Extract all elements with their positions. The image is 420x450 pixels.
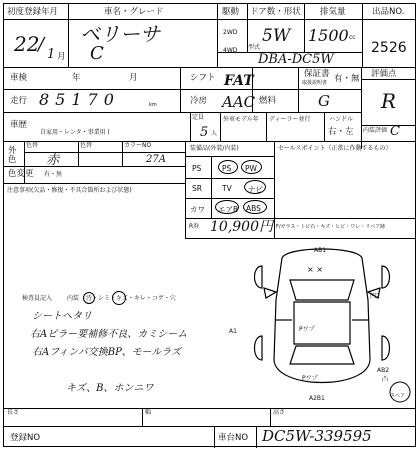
selling-points-label: セールスポイント（正常に作動するもの）	[278, 145, 392, 152]
history-label: 車歴	[10, 120, 28, 130]
interior-tag-label: 内装	[67, 295, 80, 302]
lot-number: 2526	[371, 40, 407, 56]
color-change-sub: 色替	[26, 142, 39, 149]
diagram-rear-label: Pワプ	[302, 375, 318, 382]
dealer-label: ディーラー並行	[269, 116, 311, 123]
length-label: 長さ	[7, 409, 20, 416]
divider	[256, 426, 257, 448]
divider	[185, 238, 415, 239]
displacement-unit: cc	[349, 34, 356, 41]
width-label: 幅	[145, 409, 152, 416]
divider	[274, 141, 275, 238]
chassis-number-label: 車台NO	[218, 433, 249, 443]
usage-options: 自家用・レンタ・事業用 (	[40, 129, 110, 136]
equipment-ps-circle	[218, 160, 238, 174]
exterior-color-label: 外色	[8, 146, 17, 166]
equipment-row-label: SR	[192, 184, 202, 193]
divider	[78, 141, 79, 166]
import-year-label: 外車モデル年	[223, 116, 259, 123]
displacement-value: 1500	[308, 26, 349, 45]
stain-circle	[112, 291, 126, 305]
divider	[180, 89, 361, 90]
mileage-unit: km	[149, 102, 157, 108]
divider	[4, 112, 361, 113]
capacity-unit: 人	[211, 130, 218, 137]
drive-4wd: 4WD	[223, 47, 238, 54]
equipment-navi: ナビ	[248, 185, 263, 194]
color-change-label: 色変更	[8, 169, 34, 179]
doors-value: 5W	[262, 26, 291, 46]
spare-label: スペア	[390, 393, 406, 399]
handle-value: 右・左	[328, 127, 354, 137]
equipment-navi-circle	[244, 180, 266, 194]
capacity-value: 5	[200, 125, 209, 140]
shift-label: シフト	[190, 73, 216, 83]
note-line-2: 右Aピラー要補修不良、カミシーム	[30, 329, 188, 340]
ac-value: AAC	[222, 93, 256, 111]
drive-label: 駆動	[222, 7, 240, 17]
equipment-label: 装備品(外装/内装)	[190, 145, 239, 152]
divider	[266, 112, 267, 141]
divider	[185, 198, 274, 199]
interior-score-label: 内装評価	[363, 127, 388, 134]
note-line-3: 右Aフィンバ交換BP、モールラズ	[32, 347, 181, 358]
shift-value: FAT	[224, 73, 254, 89]
fuel-value: G	[318, 92, 330, 110]
divider	[324, 112, 325, 141]
displacement-label: 排気量	[320, 7, 346, 17]
auction-sheet	[3, 3, 416, 447]
ac-label: 冷房	[190, 96, 208, 106]
divider	[362, 4, 363, 67]
equipment-pw-circle	[241, 160, 262, 174]
divider	[185, 156, 274, 157]
divider	[185, 178, 274, 179]
divider	[217, 4, 218, 67]
diagram-rear-right-label: AB2	[377, 367, 390, 374]
first-registration-year: 22	[14, 32, 40, 56]
divider	[68, 4, 69, 67]
warranty-label: 保証書	[304, 69, 330, 79]
divider	[361, 125, 415, 126]
note-line-1: シートヘタリ	[32, 311, 92, 322]
diagram-left-label: A1	[229, 328, 237, 335]
divider	[4, 19, 415, 20]
diagram-mark-x: × ×	[307, 265, 323, 274]
divider	[211, 156, 212, 218]
divider	[270, 408, 271, 426]
interior-tags: 汚・シミ・キズ・キレ・コゲ・穴	[86, 295, 176, 302]
vehicle-month-label: 月	[129, 73, 138, 83]
equipment-leather: カワ	[190, 205, 205, 214]
diagram-top-label: AB1	[314, 247, 327, 254]
diagram-rear-right-mark: 凸	[382, 376, 389, 383]
exterior-color-value: 赤	[46, 153, 60, 168]
diagram-mid-label: Pワプ	[299, 326, 315, 333]
recycle-label: R券	[189, 223, 200, 230]
equipment-abs: ABS	[246, 204, 261, 213]
divider	[4, 141, 415, 142]
divider	[142, 408, 143, 426]
spare-tire-icon	[390, 382, 410, 402]
divider	[214, 426, 215, 448]
mileage-value: 85170	[39, 90, 120, 109]
score-label: 評価点	[371, 69, 397, 79]
color-change-status: 有・無	[44, 171, 63, 178]
diagram-bottom-label: A2B1	[309, 395, 325, 402]
vehicle-year-label: 年	[72, 73, 81, 83]
first-registration-month: 1	[47, 47, 56, 62]
model-label: 型式	[248, 44, 261, 51]
dirt-circle	[83, 292, 95, 304]
fuel-label: 燃料	[259, 96, 277, 106]
divider	[190, 112, 191, 141]
equipment-pw: PW	[245, 164, 257, 173]
mileage-label: 走行	[10, 96, 28, 106]
first-registration-separator: /	[38, 34, 45, 55]
manual-label: 取扱説明書	[302, 80, 328, 86]
warranty-status: 有・無	[334, 74, 360, 84]
first-registration-label: 初度登録年月	[7, 7, 59, 17]
doors-label: ドア数・形状	[250, 7, 301, 17]
divider	[220, 112, 221, 141]
equipment-ps: PS	[222, 164, 232, 173]
drive-2wd: 2WD	[223, 29, 238, 36]
color-number-label: カラーNO	[124, 142, 152, 149]
inspector-label: 検査員記入	[22, 295, 53, 302]
car-grade: C	[90, 43, 104, 64]
recycle-value: 10,900円	[210, 219, 273, 235]
score-value: R	[381, 89, 397, 113]
registration-number-label: 登録NO	[10, 433, 41, 443]
model-value: DBA-DC5W	[258, 52, 334, 67]
height-label: 高さ	[273, 409, 286, 416]
chassis-number: DC5W-339595	[262, 427, 372, 445]
equipment-row-label: PS	[192, 164, 202, 173]
divider	[122, 141, 123, 166]
divider	[361, 79, 415, 80]
divider	[4, 67, 415, 68]
handle-label: ハンドル	[329, 116, 354, 123]
equipment-tv: TV	[222, 184, 232, 193]
vehicle-inspection-label: 車検	[10, 73, 28, 83]
diagram-right-label: 凹2	[370, 293, 380, 300]
divider	[4, 166, 185, 167]
equipment-abs-circle	[243, 200, 267, 214]
interior-score-value: C	[390, 124, 400, 139]
car-name-label: 車名・グレード	[104, 7, 164, 17]
equipment-airbag-circle	[215, 200, 239, 214]
original-color-label: 色替	[80, 142, 93, 149]
caution-label: 注意事項(欠品・修復・不具合箇所および状態)	[7, 187, 132, 194]
note-line-4: キズ、B、ホンニワ	[66, 383, 154, 394]
month-unit: 月	[57, 52, 66, 62]
lot-number-label: 出品NO.	[372, 7, 405, 17]
car-name: ベリーサ	[80, 22, 160, 46]
divider	[4, 183, 185, 184]
capacity-label: 定員	[192, 114, 205, 121]
color-number-value: 27A	[146, 154, 166, 165]
damage-tags: F/ガラス・トビ石・キズ・ヒビ・ワレ・リペア跡	[276, 224, 386, 230]
divider	[304, 4, 305, 52]
equipment-airbag: エアB	[218, 205, 239, 214]
